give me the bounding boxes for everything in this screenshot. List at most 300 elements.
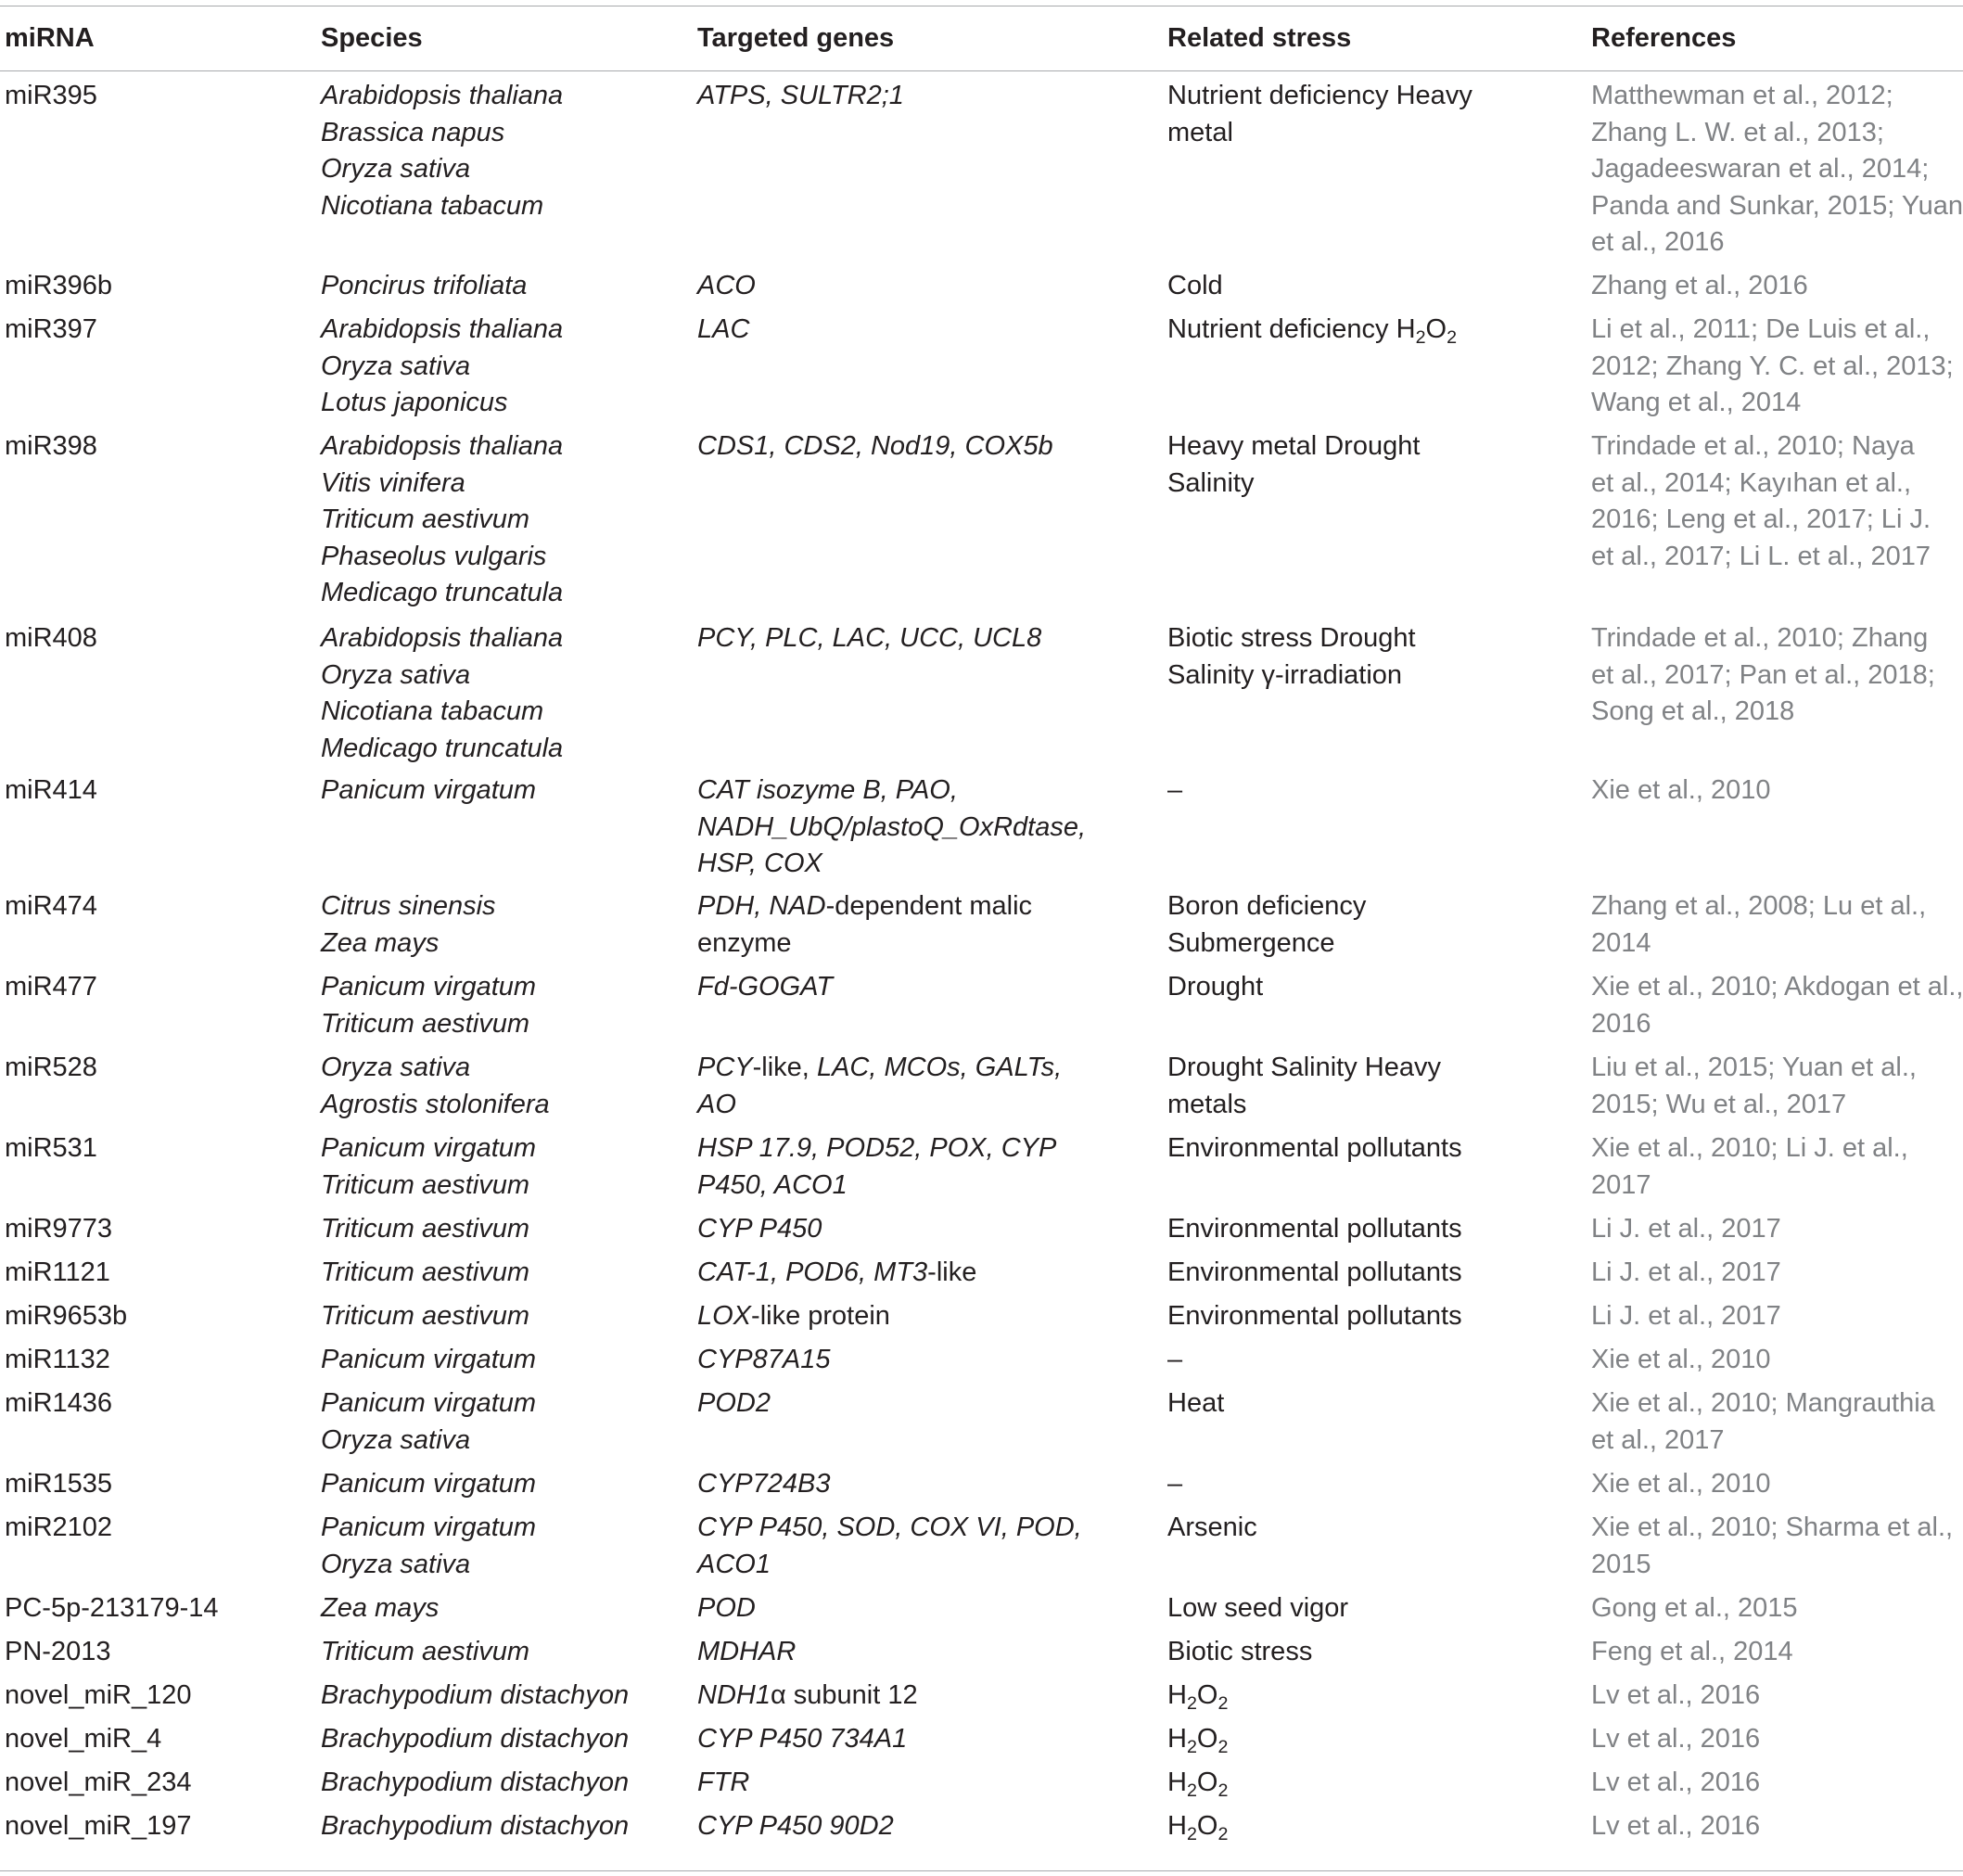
mirna-cell: miR396b (5, 271, 113, 300)
reference-line: Matthewman et al., 2012; (1591, 81, 1893, 110)
related-stress-cell (1167, 1342, 1483, 1379)
text-run: POD2 (697, 1388, 771, 1418)
mirna-cell: miR9773 (5, 1214, 113, 1244)
references-cell (1591, 1255, 1962, 1292)
mirna-cell: PC-5p-213179-14 (5, 1593, 219, 1623)
targeted-genes-cell (697, 1466, 1087, 1503)
reference-line: Jagadeeswaran et al., 2014; (1591, 154, 1930, 184)
stress-line (1167, 1050, 1483, 1087)
targeted-genes-cell (697, 428, 1087, 466)
mirna-cell: miR1535 (5, 1469, 113, 1499)
reference-line: Xie et al., 2010 (1591, 775, 1771, 805)
stress-line (1167, 428, 1483, 466)
text-run: metals (1167, 1089, 1247, 1119)
related-stress-cell (1167, 1255, 1483, 1292)
species-cell (321, 1466, 682, 1503)
targeted-genes-cell (697, 1510, 1087, 1583)
species-cell (321, 1765, 682, 1802)
related-stress-cell (1167, 1765, 1483, 1802)
mirna-cell: miR477 (5, 972, 97, 1002)
targeted-genes-cell (697, 1342, 1087, 1379)
references-cell (1591, 268, 1962, 305)
text-run: Submergence (1167, 927, 1335, 958)
text-run: ACO1 (697, 1549, 771, 1579)
targeted-genes-cell (697, 1634, 1087, 1671)
reference-line: et al., 2016 (1591, 227, 1725, 257)
species-name: Arabidopsis thaliana (321, 623, 564, 653)
header-references: References (1591, 23, 1737, 53)
references-cell (1591, 1765, 1962, 1802)
references-cell (1591, 1808, 1962, 1845)
references-cell (1591, 620, 1962, 731)
species-name: Nicotiana tabacum (321, 190, 544, 221)
species-name: Oryza sativa (321, 351, 471, 381)
reference-line: Song et al., 2018 (1591, 696, 1795, 726)
related-stress-cell (1167, 1721, 1483, 1758)
related-stress-cell (1167, 428, 1483, 502)
stress-line (1167, 1255, 1483, 1292)
species-cell (321, 1721, 682, 1758)
reference-line: Lv et al., 2016 (1591, 1724, 1761, 1754)
genes-line (697, 925, 1087, 963)
species-name: Vitis vinifera (321, 467, 465, 498)
species-name: Oryza sativa (321, 154, 471, 184)
text-run: CDS1, CDS2, Nod19, COX5b (697, 431, 1053, 461)
reference-line: 2015 (1591, 1549, 1651, 1579)
targeted-genes-cell (697, 969, 1087, 1006)
species-name: Zea mays (321, 927, 440, 958)
text-run: – (1167, 1469, 1183, 1499)
text-run: Environmental pollutants (1167, 1257, 1462, 1287)
reference-line: Xie et al., 2010; Mangrauthia (1591, 1388, 1935, 1418)
text-run: 2 (1415, 326, 1426, 348)
mirna-cell: miR9653b (5, 1301, 128, 1331)
species-name: Zea mays (321, 1593, 440, 1623)
text-run: Heavy metal Drought (1167, 431, 1421, 461)
species-name: Triticum aestivum (321, 1169, 530, 1200)
reference-line: Li J. et al., 2017 (1591, 1301, 1781, 1331)
references-cell (1591, 888, 1962, 962)
related-stress-cell (1167, 1510, 1483, 1547)
species-name: Panicum virgatum (321, 1512, 537, 1542)
text-run: -dependent malic (825, 891, 1033, 921)
genes-line (697, 1255, 1087, 1292)
species-name: Medicago truncatula (321, 578, 564, 607)
references-cell (1591, 1385, 1962, 1459)
species-cell (321, 1342, 682, 1379)
species-name: Citrus sinensis (321, 891, 496, 921)
genes-line (697, 620, 1087, 657)
reference-line: et al., 2017; Li L. et al., 2017 (1591, 541, 1931, 571)
reference-line: 2012; Zhang Y. C. et al., 2013; (1591, 351, 1954, 381)
species-cell (321, 1050, 682, 1123)
stress-line (1167, 1211, 1483, 1248)
reference-line: et al., 2017; Pan et al., 2018; (1591, 659, 1935, 690)
reference-line: et al., 2014; Kayıhan et al., (1591, 467, 1912, 498)
species-name: Arabidopsis thaliana (321, 81, 564, 110)
species-cell (321, 1634, 682, 1671)
reference-line: Xie et al., 2010; Akdogan et al., (1591, 972, 1963, 1002)
species-cell (321, 428, 682, 612)
references-cell (1591, 1130, 1962, 1204)
text-run: H (1167, 1724, 1187, 1754)
stress-line (1167, 1634, 1483, 1671)
text-run: NADH_UbQ/plastoQ_OxRdtase, (697, 811, 1087, 842)
genes-line (697, 1466, 1087, 1503)
text-run: ATPS, SULTR2;1 (697, 81, 904, 110)
text-run: Arsenic (1167, 1512, 1257, 1542)
genes-line (697, 1211, 1087, 1248)
reference-line: Xie et al., 2010 (1591, 1469, 1771, 1499)
text-run: H (1167, 1768, 1187, 1797)
text-run: 2 (1186, 1823, 1197, 1844)
text-run: Biotic stress (1167, 1637, 1313, 1666)
text-run: O (1196, 1680, 1218, 1710)
species-name: Phaseolus vulgaris (321, 541, 547, 571)
stress-line (1167, 1721, 1483, 1758)
text-run: – (1167, 1345, 1183, 1374)
text-run: Fd-GOGAT (697, 972, 834, 1002)
species-name: Nicotiana tabacum (321, 696, 544, 726)
header-species: Species (321, 23, 423, 53)
species-name: Lotus japonicus (321, 388, 508, 417)
species-name: Panicum virgatum (321, 1133, 537, 1163)
genes-line (697, 1298, 1087, 1335)
reference-line: Lv et al., 2016 (1591, 1811, 1761, 1841)
mirna-cell: miR408 (5, 623, 97, 653)
species-name: Oryza sativa (321, 1424, 471, 1455)
text-run: enzyme (697, 927, 792, 958)
references-cell (1591, 1342, 1962, 1379)
text-run: AO (697, 1089, 736, 1119)
text-run: Environmental pollutants (1167, 1133, 1462, 1163)
targeted-genes-cell (697, 1050, 1087, 1123)
stress-line (1167, 268, 1483, 305)
text-run: CYP724B3 (697, 1469, 831, 1499)
references-cell (1591, 1590, 1962, 1627)
related-stress-cell (1167, 1678, 1483, 1715)
genes-line (697, 888, 1087, 925)
stress-line (1167, 620, 1483, 657)
stress-line (1167, 1808, 1483, 1845)
genes-line (697, 1510, 1087, 1547)
genes-line (697, 78, 1087, 115)
targeted-genes-cell (697, 1765, 1087, 1802)
mirna-cell: miR1436 (5, 1388, 113, 1418)
species-name: Medicago truncatula (321, 733, 564, 763)
text-run: O (1196, 1724, 1218, 1754)
text-run: Environmental pollutants (1167, 1301, 1462, 1331)
reference-line: Xie et al., 2010; Li J. et al., (1591, 1133, 1908, 1163)
reference-line: Trindade et al., 2010; Zhang (1591, 623, 1929, 653)
text-run: Drought (1167, 972, 1264, 1002)
text-run: CYP P450 (697, 1214, 822, 1244)
stress-line (1167, 1510, 1483, 1547)
stress-line (1167, 1590, 1483, 1627)
targeted-genes-cell (697, 888, 1087, 962)
targeted-genes-cell (697, 1298, 1087, 1335)
stress-line (1167, 1298, 1483, 1335)
references-cell (1591, 78, 1962, 262)
text-run: Nutrient deficiency Heavy (1167, 81, 1472, 110)
text-run: α subunit 12 (770, 1680, 918, 1710)
text-run: PDH, NAD (697, 891, 826, 921)
species-name: Triticum aestivum (321, 504, 530, 534)
species-cell (321, 1590, 682, 1627)
reference-line: Lv et al., 2016 (1591, 1680, 1761, 1710)
species-name: Triticum aestivum (321, 1008, 530, 1039)
references-cell (1591, 1510, 1962, 1583)
mirna-cell: miR1132 (5, 1345, 110, 1374)
table-bottom-rule (0, 1870, 1963, 1871)
text-run: PCY (697, 1053, 753, 1082)
species-name: Oryza sativa (321, 1549, 471, 1579)
mirna-cell: miR474 (5, 891, 97, 921)
stress-line (1167, 1087, 1483, 1124)
text-run: CYP87A15 (697, 1345, 831, 1374)
text-run: HSP 17.9, POD52, POX, CYP (697, 1133, 1057, 1163)
mirna-cell: novel_miR_234 (5, 1768, 192, 1797)
genes-line (697, 268, 1087, 305)
species-cell (321, 1298, 682, 1335)
species-name: Panicum virgatum (321, 1388, 537, 1418)
species-cell (321, 1255, 682, 1292)
mirna-cell: miR531 (5, 1133, 97, 1163)
related-stress-cell (1167, 312, 1483, 349)
species-name: Triticum aestivum (321, 1637, 530, 1666)
genes-line (697, 846, 1087, 883)
genes-line (697, 1168, 1087, 1205)
text-run: Salinity (1167, 467, 1255, 498)
text-run: HSP, COX (697, 849, 822, 878)
text-run: O (1425, 314, 1447, 344)
genes-line (697, 428, 1087, 466)
related-stress-cell (1167, 1211, 1483, 1248)
related-stress-cell (1167, 1385, 1483, 1423)
stress-line (1167, 888, 1483, 925)
species-name: Panicum virgatum (321, 1345, 537, 1374)
targeted-genes-cell (697, 1590, 1087, 1627)
text-run: – (1167, 775, 1183, 805)
genes-line (697, 1765, 1087, 1802)
targeted-genes-cell (697, 620, 1087, 657)
mirna-cell: novel_miR_4 (5, 1724, 162, 1754)
text-run: 2 (1217, 1692, 1229, 1714)
header-mirna: miRNA (5, 23, 95, 53)
genes-line (697, 810, 1087, 847)
text-run: LAC, MCOs, GALTs, (816, 1053, 1063, 1082)
mirna-cell: novel_miR_120 (5, 1680, 192, 1710)
text-run: H (1167, 1680, 1187, 1710)
text-run: Low seed vigor (1167, 1593, 1349, 1623)
text-run: Biotic stress Drought (1167, 623, 1416, 653)
genes-line (697, 312, 1087, 349)
references-cell (1591, 1678, 1962, 1715)
species-name: Arabidopsis thaliana (321, 431, 564, 461)
reference-line: Zhang L. W. et al., 2013; (1591, 117, 1884, 147)
text-run: Nutrient deficiency H (1167, 314, 1416, 344)
mirna-cell: miR1121 (5, 1257, 110, 1287)
related-stress-cell (1167, 78, 1483, 151)
reference-line: 2016; Leng et al., 2017; Li J. (1591, 504, 1931, 534)
reference-line: 2016 (1591, 1008, 1651, 1039)
targeted-genes-cell (697, 268, 1087, 305)
stress-line (1167, 1678, 1483, 1715)
text-run: metal (1167, 117, 1233, 147)
related-stress-cell (1167, 1808, 1483, 1845)
related-stress-cell (1167, 888, 1483, 962)
text-run: CYP P450, SOD, COX VI, POD, (697, 1512, 1082, 1542)
text-run: Heat (1167, 1388, 1225, 1418)
text-run: POD (697, 1593, 756, 1623)
genes-line (697, 1385, 1087, 1423)
related-stress-cell (1167, 1130, 1483, 1168)
reference-line: Liu et al., 2015; Yuan et al., (1591, 1053, 1917, 1082)
species-cell (321, 1130, 682, 1204)
text-run: 2 (1186, 1736, 1197, 1757)
species-cell (321, 1510, 682, 1583)
targeted-genes-cell (697, 312, 1087, 349)
species-name: Agrostis stolonifera (321, 1089, 550, 1119)
genes-line (697, 969, 1087, 1006)
references-cell (1591, 312, 1962, 422)
text-run: 2 (1217, 1823, 1229, 1844)
related-stress-cell (1167, 1634, 1483, 1671)
references-cell (1591, 1050, 1962, 1123)
genes-line (697, 1087, 1087, 1124)
text-run: 2 (1186, 1692, 1197, 1714)
reference-line: Lv et al., 2016 (1591, 1768, 1761, 1797)
related-stress-cell (1167, 1298, 1483, 1335)
reference-line: Xie et al., 2010; Sharma et al., (1591, 1512, 1954, 1542)
text-run: ACO (697, 271, 756, 300)
targeted-genes-cell (697, 1255, 1087, 1292)
species-name: Brassica napus (321, 117, 505, 147)
references-cell (1591, 428, 1962, 575)
stress-line (1167, 1130, 1483, 1168)
species-cell (321, 1211, 682, 1248)
genes-line (697, 1678, 1087, 1715)
references-cell (1591, 1211, 1962, 1248)
related-stress-cell (1167, 772, 1483, 810)
species-name: Triticum aestivum (321, 1301, 530, 1331)
header-targeted-genes: Targeted genes (697, 23, 895, 53)
species-cell (321, 268, 682, 305)
species-cell (321, 772, 682, 810)
stress-line (1167, 1466, 1483, 1503)
mirna-cell: PN-2013 (5, 1637, 111, 1666)
related-stress-cell (1167, 969, 1483, 1006)
targeted-genes-cell (697, 1678, 1087, 1715)
genes-line (697, 1547, 1087, 1584)
text-run: 2 (1217, 1736, 1229, 1757)
reference-line: Li et al., 2011; De Luis et al., (1591, 314, 1931, 344)
stress-line (1167, 925, 1483, 963)
text-run: NDH1 (697, 1680, 771, 1710)
genes-line (697, 1130, 1087, 1168)
genes-line (697, 1721, 1087, 1758)
reference-line: Xie et al., 2010 (1591, 1345, 1771, 1374)
references-cell (1591, 772, 1962, 810)
targeted-genes-cell (697, 772, 1087, 883)
species-name: Triticum aestivum (321, 1214, 530, 1244)
genes-line (697, 1808, 1087, 1845)
references-cell (1591, 1634, 1962, 1671)
species-cell (321, 1385, 682, 1459)
stress-line (1167, 1385, 1483, 1423)
text-run: CYP P450 734A1 (697, 1724, 908, 1754)
species-name: Oryza sativa (321, 659, 471, 690)
text-run: CYP P450 90D2 (697, 1811, 894, 1841)
mirna-cell: novel_miR_197 (5, 1811, 192, 1841)
text-run: LAC (697, 314, 750, 344)
targeted-genes-cell (697, 78, 1087, 115)
mirna-cell: miR414 (5, 775, 97, 805)
text-run: 2 (1217, 1780, 1229, 1801)
species-name: Brachypodium distachyon (321, 1811, 630, 1841)
stress-line (1167, 657, 1483, 695)
genes-line (697, 1590, 1087, 1627)
species-cell (321, 312, 682, 422)
related-stress-cell (1167, 268, 1483, 305)
targeted-genes-cell (697, 1385, 1087, 1423)
species-name: Oryza sativa (321, 1053, 471, 1082)
text-run: O (1196, 1811, 1218, 1841)
reference-line: Zhang et al., 2008; Lu et al., (1591, 891, 1927, 921)
text-run: -like protein (751, 1301, 890, 1331)
species-cell (321, 1808, 682, 1845)
related-stress-cell (1167, 1466, 1483, 1503)
mirna-cell: miR2102 (5, 1512, 113, 1542)
targeted-genes-cell (697, 1808, 1087, 1845)
genes-line (697, 772, 1087, 810)
mirna-cell: miR397 (5, 314, 97, 344)
species-name: Triticum aestivum (321, 1257, 530, 1287)
reference-line: Zhang et al., 2016 (1591, 271, 1808, 300)
related-stress-cell (1167, 1050, 1483, 1123)
text-run: O (1196, 1768, 1218, 1797)
stress-line (1167, 466, 1483, 503)
species-cell (321, 969, 682, 1042)
text-run: PCY, PLC, LAC, UCC, UCL8 (697, 623, 1042, 653)
text-run: -like (927, 1257, 977, 1287)
reference-line: Gong et al., 2015 (1591, 1593, 1798, 1623)
reference-line: Wang et al., 2014 (1591, 388, 1802, 417)
text-run: Salinity γ-irradiation (1167, 659, 1403, 690)
genes-line (697, 1342, 1087, 1379)
text-run: -like, (752, 1053, 817, 1082)
references-cell (1591, 969, 1962, 1042)
stress-line (1167, 115, 1483, 152)
text-run: FTR (697, 1768, 750, 1797)
species-cell (321, 620, 682, 767)
stress-line (1167, 312, 1483, 349)
reference-line: et al., 2017 (1591, 1424, 1725, 1455)
reference-line: Li J. et al., 2017 (1591, 1257, 1781, 1287)
species-cell (321, 78, 682, 224)
text-run: CAT isozyme B, PAO, (697, 775, 958, 805)
species-name: Arabidopsis thaliana (321, 314, 564, 344)
reference-line: Trindade et al., 2010; Naya (1591, 431, 1915, 461)
references-cell (1591, 1466, 1962, 1503)
text-run: LOX (697, 1301, 752, 1331)
species-name: Brachypodium distachyon (321, 1724, 630, 1754)
species-name: Panicum virgatum (321, 1469, 537, 1499)
mirna-cell: miR395 (5, 81, 97, 110)
stress-line (1167, 1342, 1483, 1379)
genes-line (697, 1634, 1087, 1671)
reference-line: 2015; Wu et al., 2017 (1591, 1089, 1847, 1119)
